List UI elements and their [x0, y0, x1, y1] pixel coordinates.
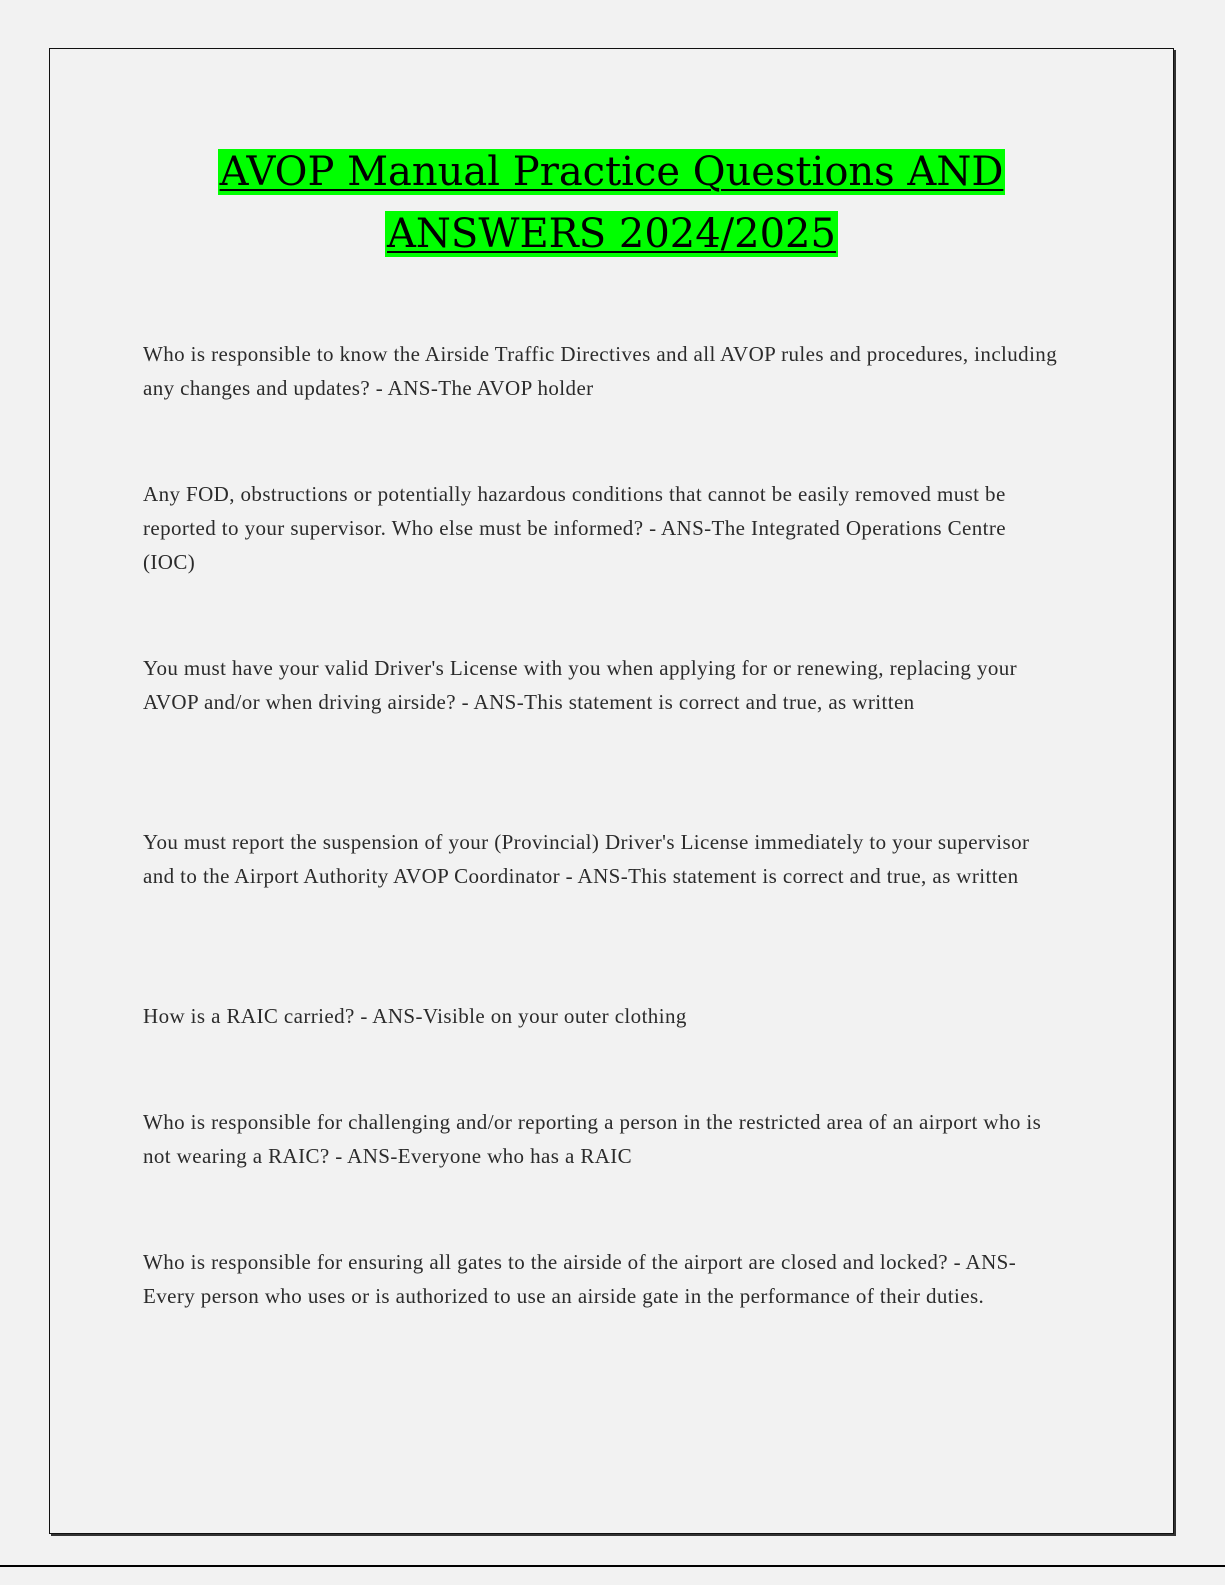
qa-item: You must report the suspension of your (Provincial) Driver's License immediately to your supervisor and to the Airport Authority AVOP Coordinator - ANS-This statement is correct and true, as written: [143, 830, 1030, 888]
document-page: [49, 48, 1174, 1534]
title-line-2: ANSWERS 2024/2025: [387, 211, 836, 257]
qa-item: Any FOD, obstructions or potentially hazardous conditions that cannot be easily removed must be reported to your supervisor. Who else must be informed? - ANS-The Integrated Operations Centre (IOC): [143, 482, 1006, 574]
qa-item: Who is responsible for ensuring all gates to the airside of the airport are closed and locked? - ANS-Every person who uses or is authorized to use an airside gate in the performance of their duties.: [143, 1250, 1017, 1308]
document-title: [50, 141, 1173, 265]
qa-item: Who is responsible to know the Airside Traffic Directives and all AVOP rules and procedures, including any changes and updates? - ANS-The AVOP holder: [143, 342, 1058, 400]
qa-item: How is a RAIC carried? - ANS-Visible on your outer clothing: [143, 1004, 687, 1028]
qa-item: Who is responsible for challenging and/or reporting a person in the restricted area of an airport who is not wearing a RAIC? - ANS-Everyone who has a RAIC: [143, 1110, 1042, 1168]
qa-item: You must have your valid Driver's License with you when applying for or renewing, replacing your AVOP and/or when driving airside? - ANS-This statement is correct and true, as written: [143, 656, 1018, 714]
title-line-1: AVOP Manual Practice Questions AND: [219, 149, 1004, 195]
bottom-rule: [0, 1565, 1225, 1567]
